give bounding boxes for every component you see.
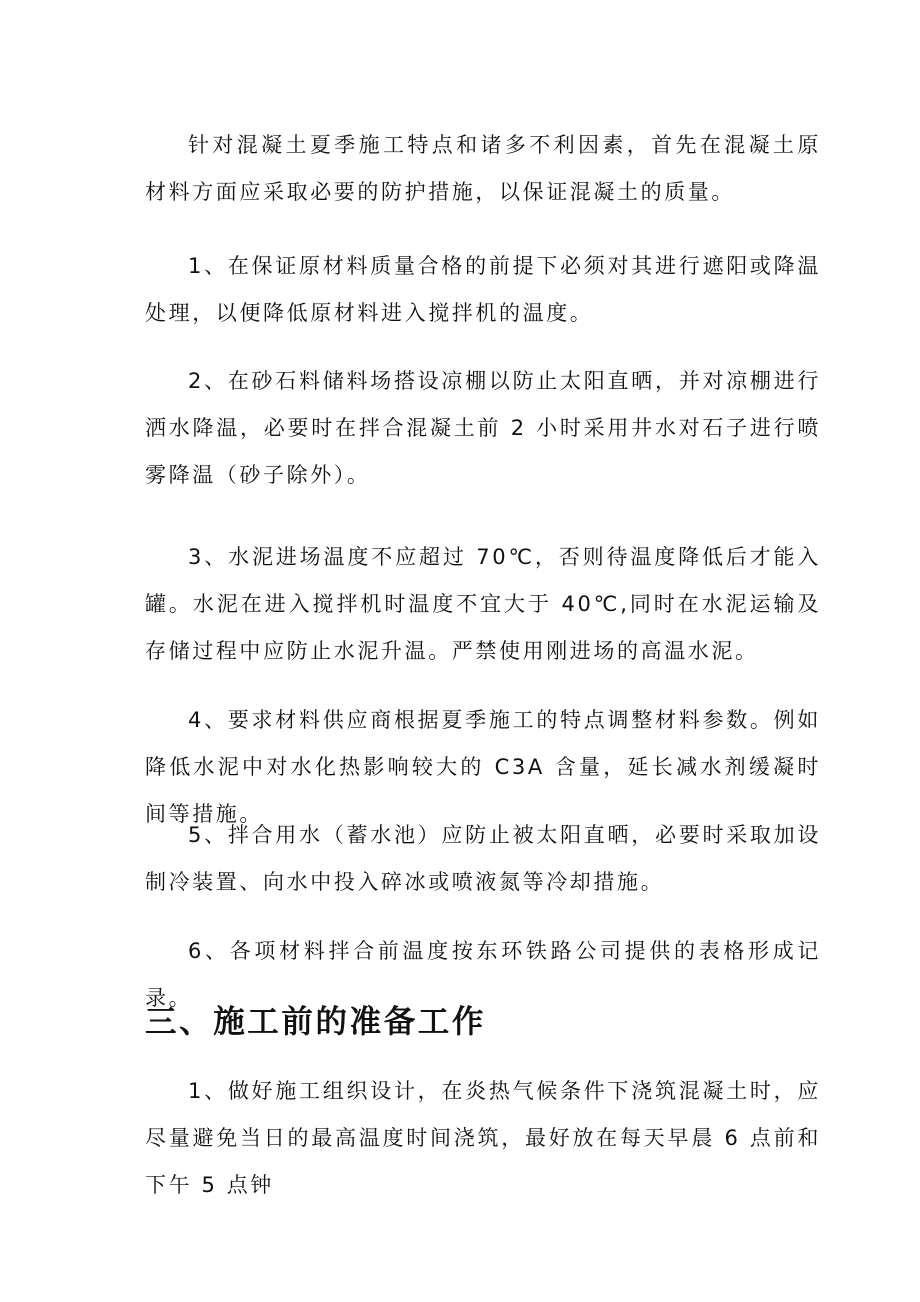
intro-paragraph: 针对混凝土夏季施工特点和诸多不利因素，首先在混凝土原材料方面应采取必要的防护措施，以保证混凝土的质量。 xyxy=(145,133,821,204)
section-item-1-paragraph: 1、做好施工组织设计，在炎热气候条件下浇筑混凝土时，应尽量避免当日的最高温度时间浇筑，最好放在每天早晨 6 点前和下午 5 点钟 xyxy=(145,1079,821,1197)
item-1-paragraph: 1、在保证原材料质量合格的前提下必须对其进行遮阳或降温处理，以便降低原材料进入搅拌机的温度。 xyxy=(145,254,821,325)
item-3-paragraph: 3、水泥进场温度不应超过 70℃，否则待温度降低后才能入罐。水泥在进入搅拌机时温度不宜大于 40℃,同时在水泥运输及存储过程中应防止水泥升温。严禁使用刚进场的高温水泥。 xyxy=(145,545,821,663)
item-6-paragraph: 6、各项材料拌合前温度按东环铁路公司提供的表格形成记录。 xyxy=(145,939,821,1010)
item-5-paragraph: 5、拌合用水（蓄水池）应防止被太阳直晒，必要时采取加设制冷装置、向水中投入碎冰或喷液氮等冷却措施。 xyxy=(145,823,821,894)
item-4-paragraph: 4、要求材料供应商根据夏季施工的特点调整材料参数。例如降低水泥中对水化热影响较大的 C3A 含量，延长减水剂缓凝时间等措施。 xyxy=(145,708,821,826)
section-heading: 三、施工前的准备工作 xyxy=(145,1004,487,1040)
item-2-paragraph: 2、在砂石料储料场搭设凉棚以防止太阳直晒，并对凉棚进行洒水降温，必要时在拌合混凝土前 2 小时采用井水对石子进行喷雾降温（砂子除外）。 xyxy=(145,369,821,487)
